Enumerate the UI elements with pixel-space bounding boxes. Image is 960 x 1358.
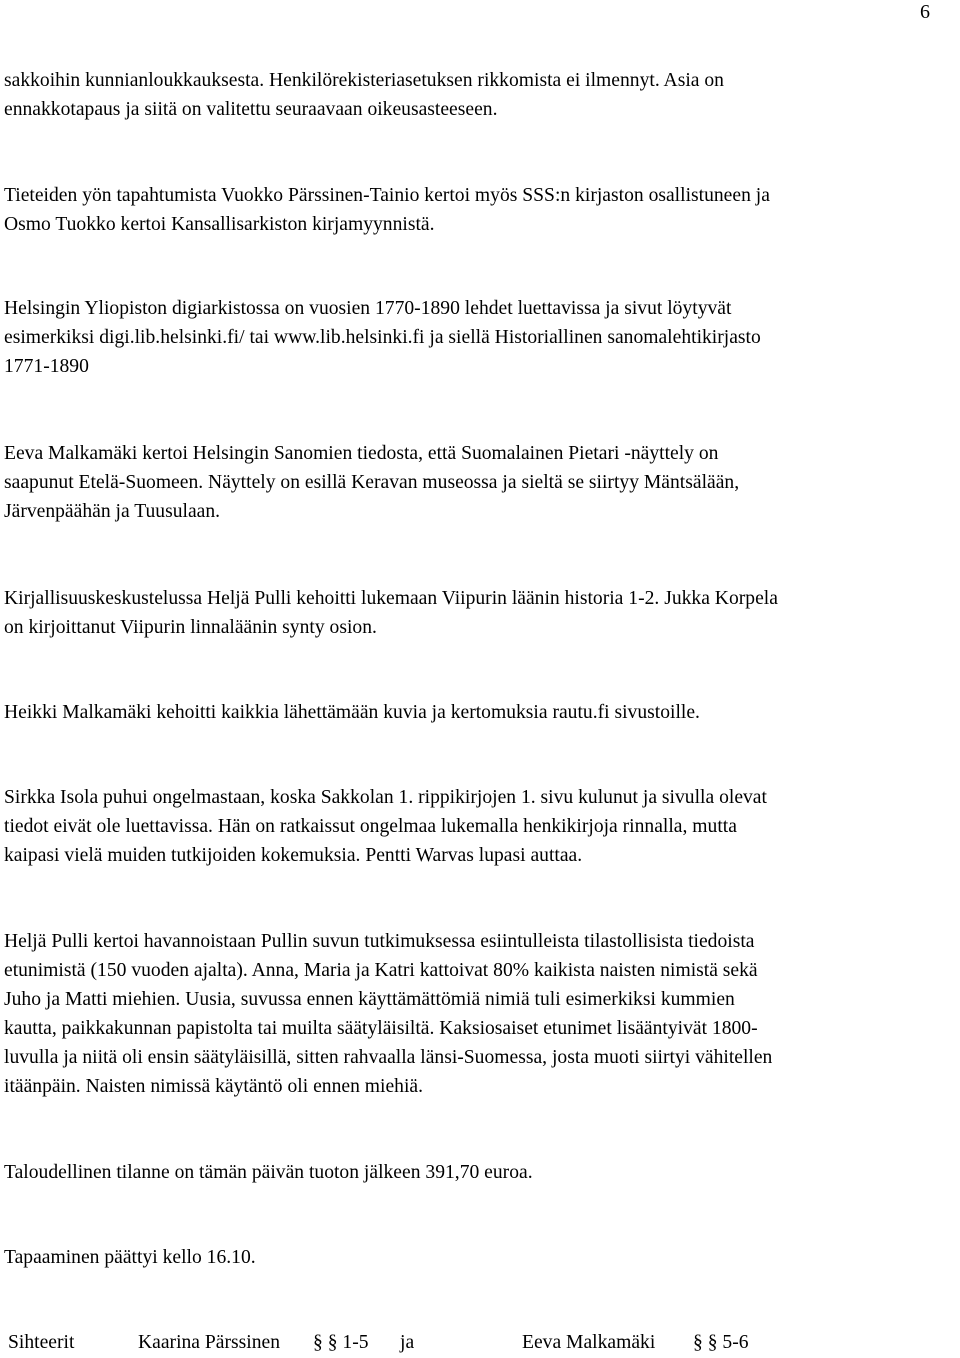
signature-range-1: § § 1-5 xyxy=(313,1332,369,1353)
paragraph-line: on kirjoittanut Viipurin linnaläänin synty osion. xyxy=(4,617,377,638)
paragraph-4 xyxy=(4,439,960,526)
signature-label: Sihteerit xyxy=(8,1332,75,1353)
paragraph-line: Eeva Malkamäki kertoi Helsingin Sanomien tiedosta, että Suomalainen Pietari -näyttely on xyxy=(4,443,719,464)
paragraph-line: Heikki Malkamäki kehoitti kaikkia lähettämään kuvia ja kertomuksia rautu.fi sivustoille. xyxy=(4,702,700,723)
paragraph-line: etunimistä (150 vuoden ajalta). Anna, Maria ja Katri kattoivat 80% kaikista naisten nimistä sekä xyxy=(4,960,758,981)
paragraph-line: Tapaaminen päättyi kello 16.10. xyxy=(4,1247,256,1268)
paragraph-6 xyxy=(4,698,960,727)
paragraph-line: kaipasi vielä muiden tutkijoiden kokemuksia. Pentti Warvas lupasi auttaa. xyxy=(4,845,583,866)
paragraph-line: 1771-1890 xyxy=(4,356,89,377)
signature-range-2: § § 5-6 xyxy=(693,1332,749,1353)
signature-name-2: Eeva Malkamäki xyxy=(522,1332,656,1353)
paragraph-line: Helsingin Yliopiston digiarkistossa on vuosien 1770-1890 lehdet luettavissa ja sivut löytyvät xyxy=(4,298,732,319)
paragraph-10 xyxy=(4,1243,960,1272)
paragraph-5 xyxy=(4,584,960,642)
paragraph-line: Taloudellinen tilanne on tämän päivän tuoton jälkeen 391,70 euroa. xyxy=(4,1162,533,1183)
paragraph-line: sakkoihin kunnianloukkauksesta. Henkilörekisteriasetuksen rikkomista ei ilmennyt. Asia on xyxy=(4,70,724,91)
paragraph-8 xyxy=(4,927,960,1101)
paragraph-line: Tieteiden yön tapahtumista Vuokko Pärssinen-Tainio kertoi myös SSS:n kirjaston osallistuneen ja xyxy=(4,185,770,206)
paragraph-line: Juho ja Matti miehien. Uusia, suvussa ennen käyttämättömiä nimiä tuli esimerkiksi kummien xyxy=(4,989,735,1010)
paragraph-7 xyxy=(4,783,960,870)
signature-name-1: Kaarina Pärssinen xyxy=(138,1332,281,1353)
paragraph-line: saapunut Etelä-Suomeen. Näyttely on esillä Keravan museossa ja sieltä se siirtyy Mäntsälään, xyxy=(4,472,740,493)
paragraph-2 xyxy=(4,181,960,239)
page-number: 6 xyxy=(920,1,930,23)
paragraph-line: Järvenpäähän ja Tuusulaan. xyxy=(4,501,221,522)
signature-conjunction: ja xyxy=(400,1332,415,1353)
paragraph-line: Osmo Tuokko kertoi Kansallisarkiston kirjamyynnistä. xyxy=(4,214,435,235)
paragraph-line: Sirkka Isola puhui ongelmastaan, koska Sakkolan 1. rippikirjojen 1. sivu kulunut ja sivulla olevat xyxy=(4,787,767,808)
paragraph-line: tiedot eivät ole luettavissa. Hän on ratkaissut ongelmaa lukemalla henkikirjoja rinnalla, mutta xyxy=(4,816,737,837)
paragraph-line: itäänpäin. Naisten nimissä käytäntö oli ennen miehiä. xyxy=(4,1076,423,1097)
paragraph-line: luvulla ja niitä oli ensin säätyläisillä, sitten rahvaalla länsi-Suomessa, josta muoti siirtyi vähitellen xyxy=(4,1047,773,1068)
paragraph-line: esimerkiksi digi.lib.helsinki.fi/ tai www.lib.helsinki.fi ja siellä Historiallinen sanomalehtikirjasto xyxy=(4,327,761,348)
paragraph-line: Heljä Pulli kertoi havannoistaan Pullin suvun tutkimuksessa esiintulleista tilastollisista tiedoista xyxy=(4,931,755,952)
paragraph-1 xyxy=(4,66,960,124)
paragraph-line: kautta, paikkakunnan papistolta tai muilta säätyläisiltä. Kaksiosaiset etunimet lisääntyivät 1800- xyxy=(4,1018,758,1039)
paragraph-line: ennakkotapaus ja siitä on valitettu seuraavaan oikeusasteeseen. xyxy=(4,99,498,120)
paragraph-3 xyxy=(4,294,960,381)
signature-line xyxy=(8,1328,958,1357)
paragraph-line: Kirjallisuuskeskustelussa Heljä Pulli kehoitti lukemaan Viipurin läänin historia 1-2. Jukka Korpela xyxy=(4,588,778,609)
paragraph-9 xyxy=(4,1158,960,1187)
